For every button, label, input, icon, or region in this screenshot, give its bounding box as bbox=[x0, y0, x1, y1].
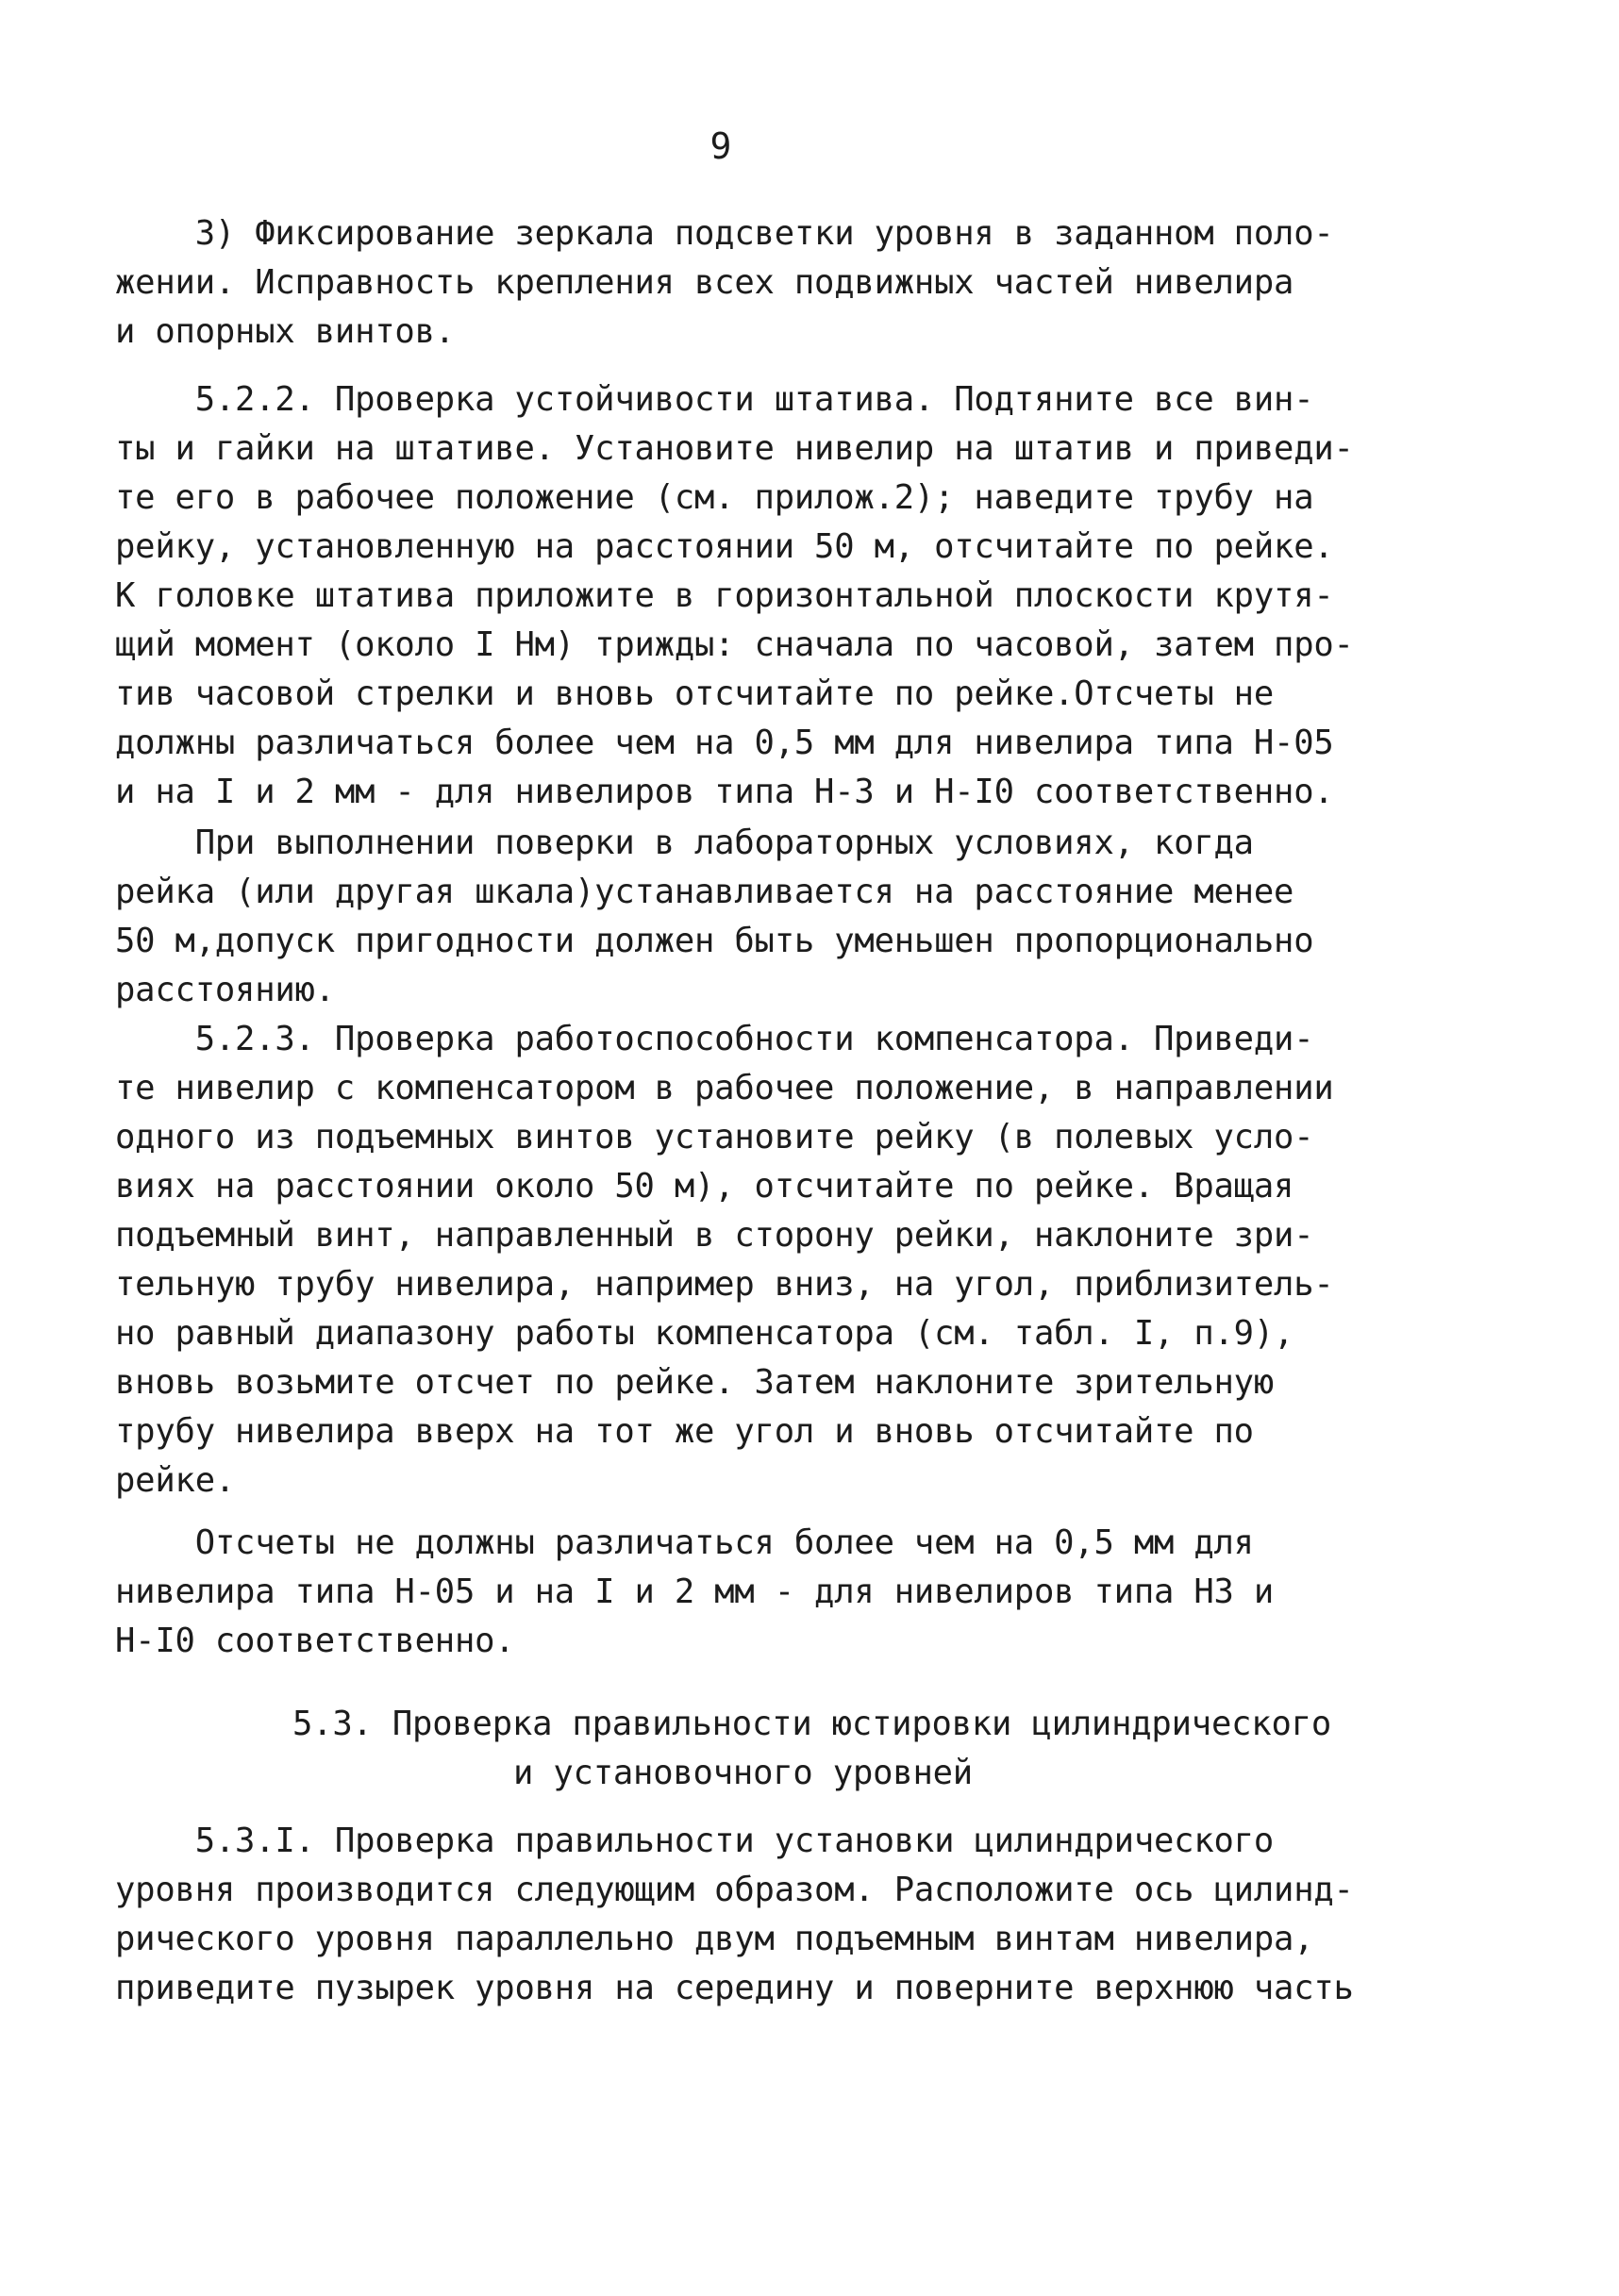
text-line: Отсчеты не должны различаться более чем на 0,5 мм для bbox=[115, 1523, 1254, 1562]
text-line: уровня производится следующим образом. Расположите ось цилинд- bbox=[115, 1871, 1354, 1909]
text-line: те нивелир с компенсатором в рабочее положение, в направлении bbox=[115, 1069, 1334, 1107]
text-line: приведите пузырек уровня на середину и поверните верхнюю часть bbox=[115, 1969, 1354, 2007]
text-line: щий момент (около I Нм) трижды: сначала по часовой, затем про- bbox=[115, 625, 1354, 664]
page-number: 9 bbox=[709, 125, 732, 167]
text-line: виях на расстоянии около 50 м), отсчитайте по рейке. Вращая bbox=[115, 1167, 1294, 1206]
text-line: ты и гайки на штативе. Установите нивелир на штатив и приведи- bbox=[115, 429, 1354, 468]
text-line: нивелира типа Н-05 и на I и 2 мм - для нивелиров типа Н3 и bbox=[115, 1572, 1275, 1611]
text-line: расстоянию. bbox=[115, 971, 335, 1009]
section-heading: и установочного уровней bbox=[513, 1754, 973, 1792]
text-line: рейке. bbox=[115, 1461, 236, 1500]
text-line: должны различаться более чем на 0,5 мм для нивелира типа Н-05 bbox=[115, 724, 1334, 762]
text-line: 5.3.I. Проверка правильности установки цилиндрического bbox=[115, 1822, 1275, 1860]
text-line: 5.2.3. Проверка работоспособности компенсатора. Приведи- bbox=[115, 1020, 1314, 1058]
text-line: рейку, установленную на расстоянии 50 м, отсчитайте по рейке. bbox=[115, 527, 1334, 566]
text-line: тив часовой стрелки и вновь отсчитайте по рейке.Отсчеты не bbox=[115, 674, 1275, 713]
text-line: 5.2.2. Проверка устойчивости штатива. Подтяните все вин- bbox=[115, 380, 1314, 419]
text-line: и на I и 2 мм - для нивелиров типа Н-3 и Н-I0 соответственно. bbox=[115, 773, 1334, 811]
text-line: тельную трубу нивелира, например вниз, на угол, приблизитель- bbox=[115, 1265, 1334, 1304]
text-line: и опорных винтов. bbox=[115, 312, 455, 351]
text-line: К головке штатива приложите в горизонтальной плоскости крутя- bbox=[115, 576, 1334, 615]
text-line: 50 м,допуск пригодности должен быть уменьшен пропорционально bbox=[115, 922, 1314, 960]
text-line: трубу нивелира вверх на тот же угол и вновь отсчитайте по bbox=[115, 1412, 1254, 1451]
text-line: те его в рабочее положение (см. прилож.2); наведите трубу на bbox=[115, 478, 1314, 517]
text-line: но равный диапазону работы компенсатора (см. табл. I, п.9), bbox=[115, 1314, 1294, 1353]
text-line: жении. Исправность крепления всех подвижных частей нивелира bbox=[115, 263, 1294, 302]
text-line: подъемный винт, направленный в сторону рейки, наклоните зри- bbox=[115, 1216, 1314, 1255]
text-line: Н-I0 соответственно. bbox=[115, 1622, 515, 1660]
text-line: одного из подъемных винтов установите рейку (в полевых усло- bbox=[115, 1118, 1314, 1156]
text-line: При выполнении поверки в лабораторных условиях, когда bbox=[115, 824, 1254, 862]
text-line: рейка (или другая шкала)устанавливается на расстояние менее bbox=[115, 873, 1294, 911]
text-line: 3) Фиксирование зеркала подсветки уровня в заданном поло- bbox=[115, 214, 1334, 253]
text-line: вновь возьмите отсчет по рейке. Затем наклоните зрительную bbox=[115, 1363, 1275, 1402]
section-heading: 5.3. Проверка правильности юстировки цилиндрического bbox=[292, 1705, 1331, 1743]
text-line: рического уровня параллельно двум подъемным винтам нивелира, bbox=[115, 1920, 1314, 1958]
